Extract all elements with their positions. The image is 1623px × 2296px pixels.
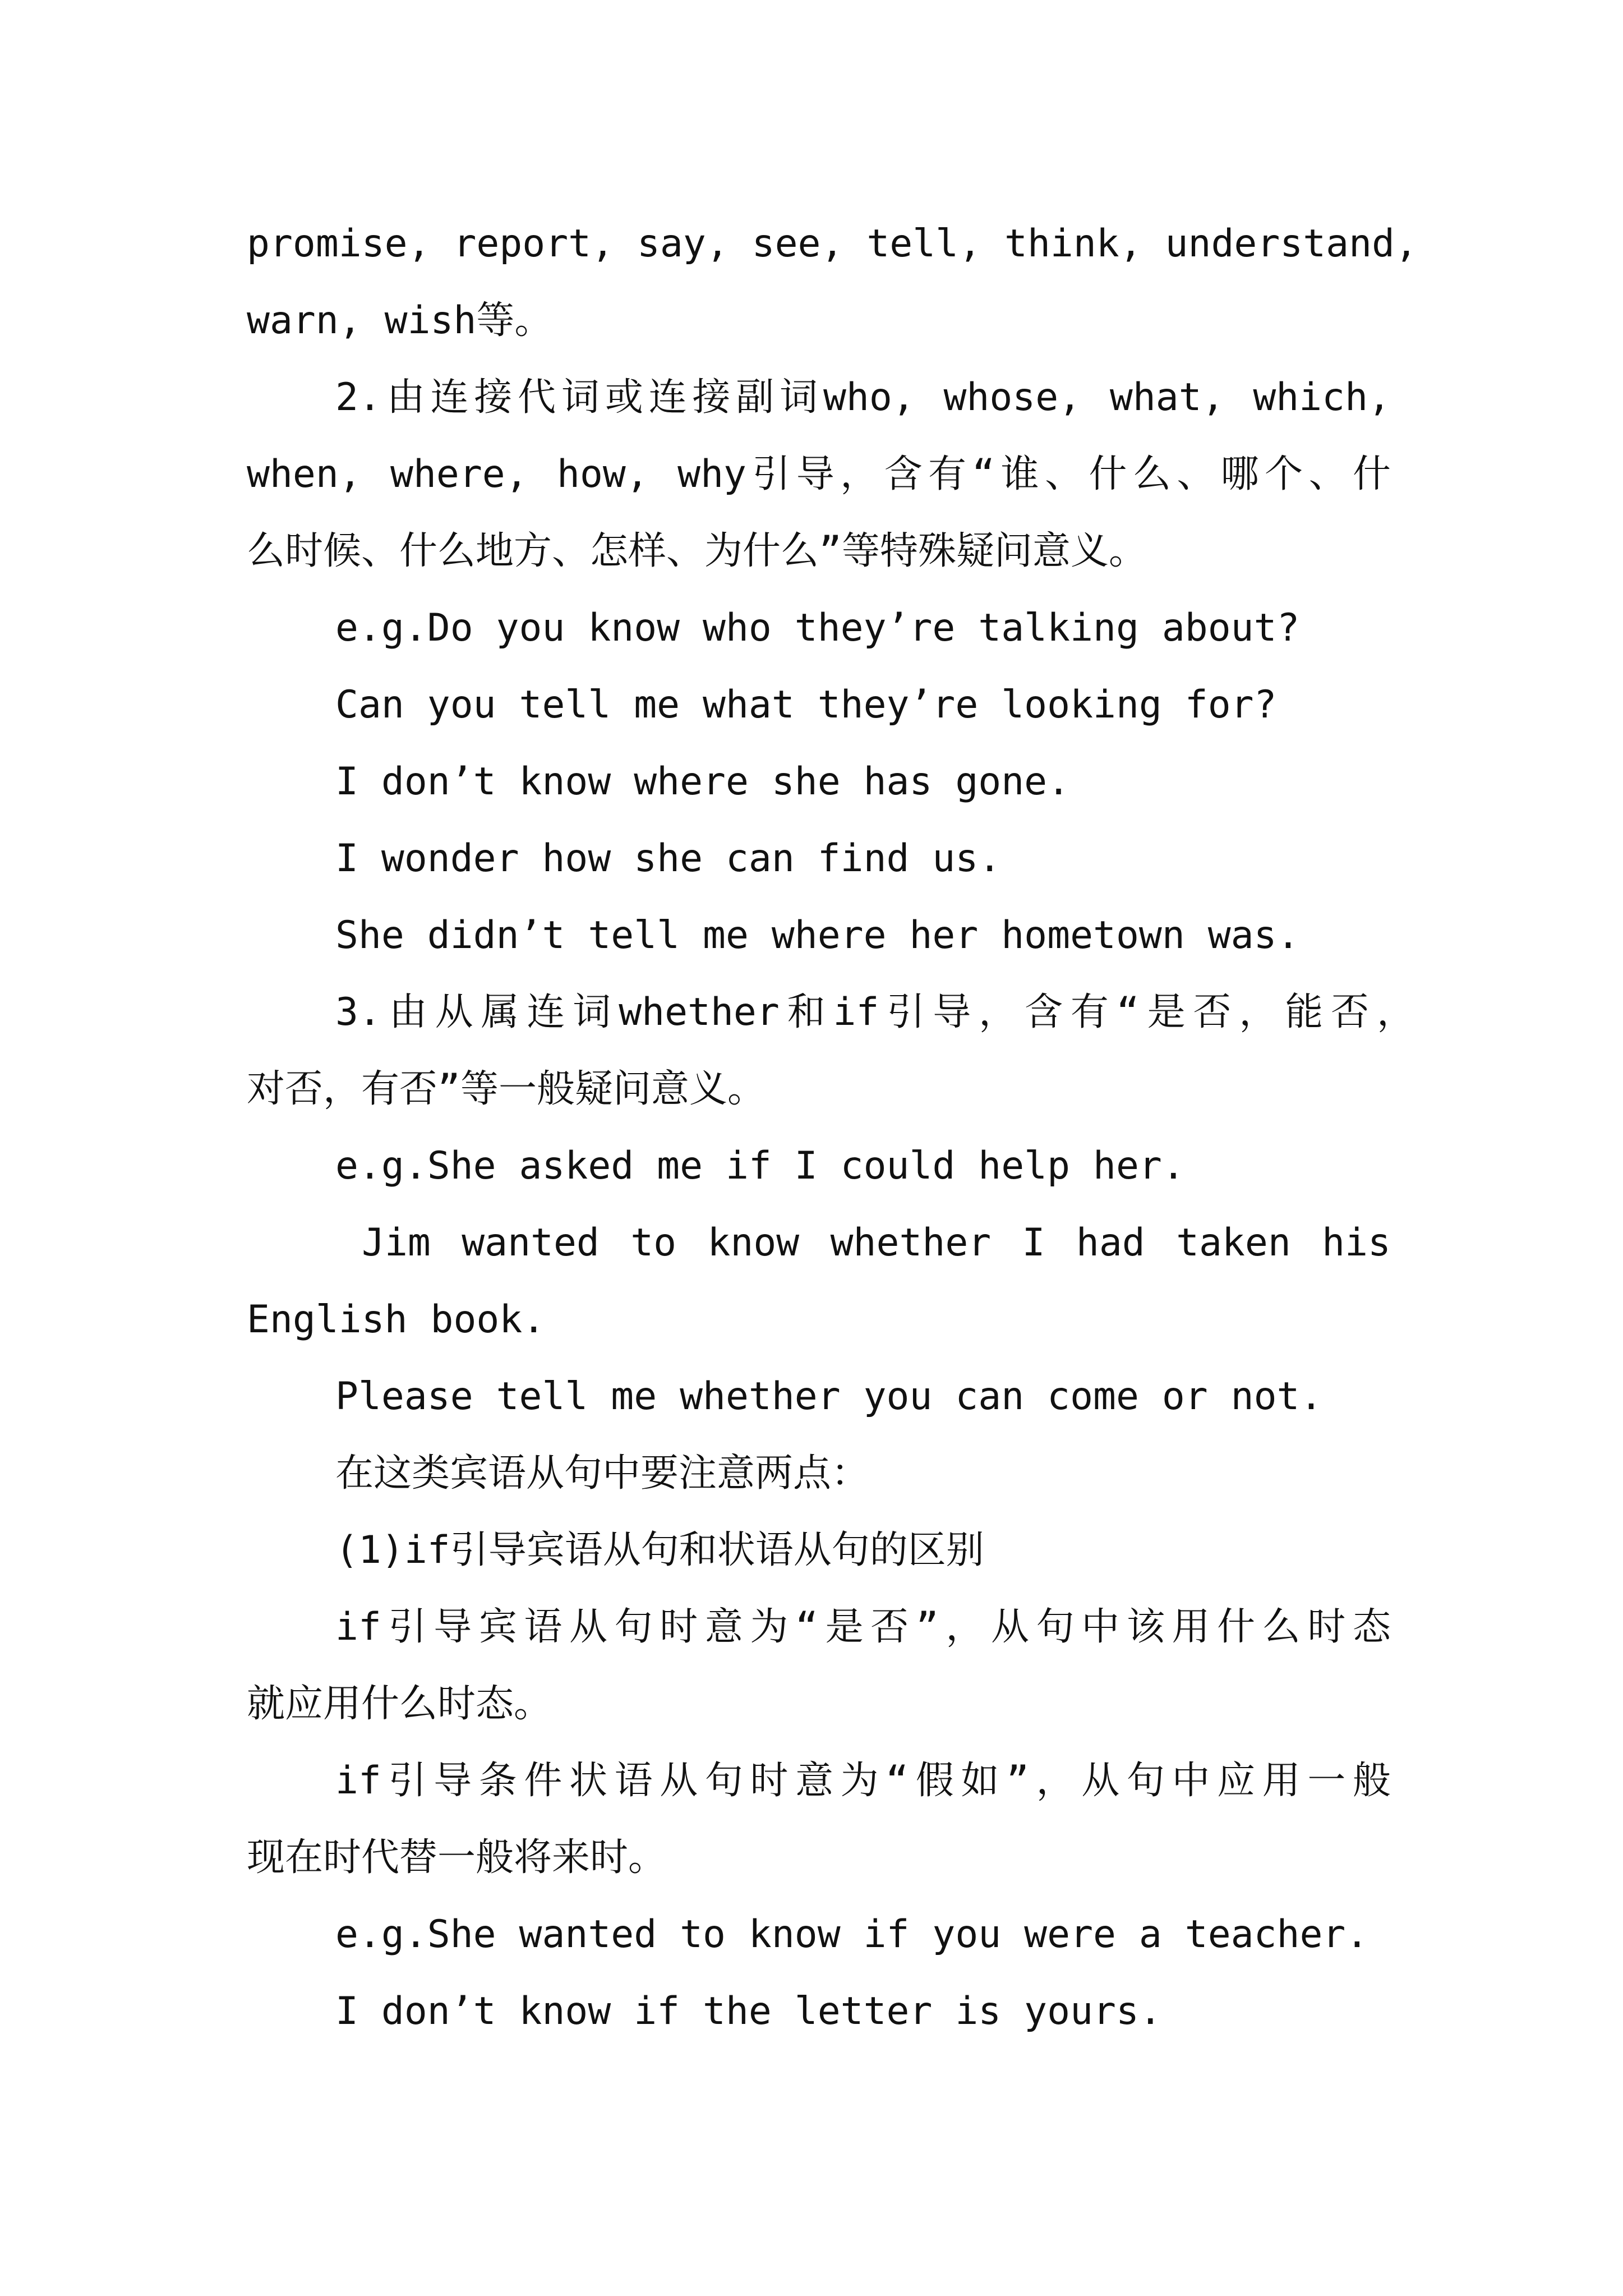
text-line-7: 对否，有否”等一般疑问意义。 (247, 1067, 766, 1111)
text-line-12: 现在时代替一般将来时。 (247, 1835, 667, 1880)
example-line-6: e.g.She asked me if I could help her. (335, 1144, 1185, 1188)
example-line-5: She didn’t tell me where her hometown was. (335, 913, 1300, 958)
text-line-11: if引导条件状语从句时意为“假如”，从句中应用一般 (335, 1759, 1391, 1803)
example-line-8: English book. (247, 1297, 546, 1342)
subheading-line: (1)if引导宾语从句和状语从句的区别 (335, 1528, 984, 1572)
example-line-7: Jim wanted to know whether I had taken his (362, 1221, 1391, 1265)
text-line-9: if引导宾语从句时意为“是否”，从句中该用什么时态 (335, 1605, 1391, 1649)
text-line-6: 3.由从属连词whether和if引导，含有“是否，能否， (335, 990, 1415, 1034)
text-line-3: 2.由连接代词或连接副词who, whose, what, which, (335, 375, 1391, 420)
text-line-5: 么时候、什么地方、怎样、为什么”等特殊疑问意义。 (247, 529, 1147, 573)
text-line-4: when, where, how, why引导，含有“谁、什么、哪个、什 (247, 452, 1391, 496)
text-line-8: 在这类宾语从句中要注意两点： (335, 1451, 870, 1496)
example-line-3: I don’t know where she has gone. (335, 760, 1071, 804)
example-line-11: I don’t know if the letter is yours. (335, 1989, 1162, 2033)
example-line-2: Can you tell me what they’re looking for? (335, 683, 1277, 727)
example-line-10: e.g.She wanted to know if you were a teacher. (335, 1912, 1369, 1957)
text-line-2: warn, wish等。 (247, 298, 553, 343)
example-line-9: Please tell me whether you can come or not. (335, 1374, 1323, 1419)
example-line-1: e.g.Do you know who they’re talking about? (335, 606, 1300, 650)
text-line-10: 就应用什么时态。 (247, 1682, 552, 1726)
example-line-4: I wonder how she can find us. (335, 836, 1002, 881)
text-line-1: promise, report, say, see, tell, think, understand, (247, 222, 1418, 266)
